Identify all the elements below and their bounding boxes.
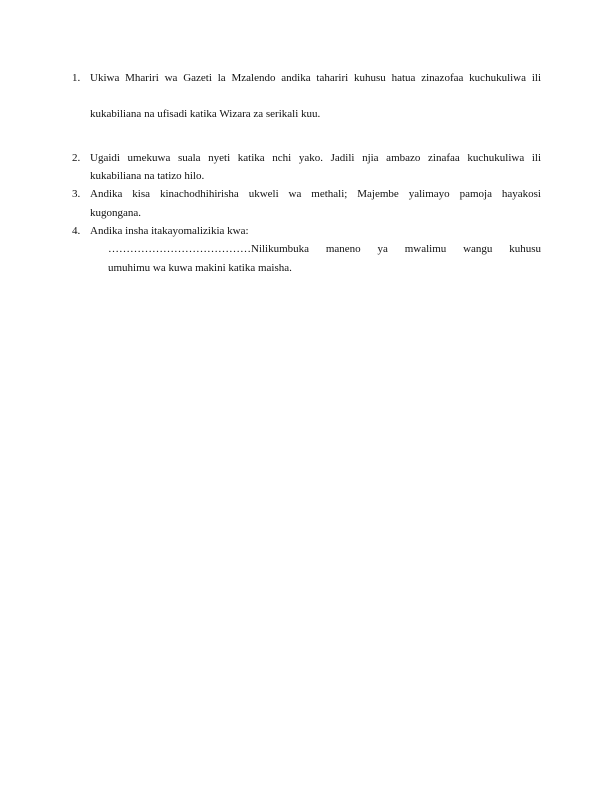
- question-text-line: kukabiliana na ufisadi katika Wizara za serikali kuu.: [90, 108, 321, 120]
- question-number: 4.: [72, 225, 81, 237]
- question-text-line: kukabiliana na tatizo hilo.: [90, 170, 205, 182]
- essay-ending-line: umuhimu wa kuwa makini katika maisha.: [108, 262, 292, 274]
- question-number: 1.: [72, 72, 81, 84]
- question-text-line: Andika kisa kinachodhihirisha ukweli wa methali; Majembe yalimayo pamoja hayakosi: [90, 188, 541, 200]
- question-text-line: Ukiwa Mhariri wa Gazeti la Mzalendo andika tahariri kuhusu hatua zinazofaa kuchukuliwa ili: [90, 72, 541, 84]
- question-text-line: Ugaidi umekuwa suala nyeti katika nchi yako. Jadili njia ambazo zinafaa kuchukuliwa ili: [90, 152, 541, 164]
- question-text-line: kugongana.: [90, 207, 142, 219]
- question-text-line: Andika insha itakayomalizikia kwa:: [90, 225, 249, 237]
- question-number: 2.: [72, 152, 81, 164]
- question-number: 3.: [72, 188, 81, 200]
- essay-ending-line: …………………………………Nilikumbuka maneno ya mwalimu wangu kuhusu: [108, 243, 541, 255]
